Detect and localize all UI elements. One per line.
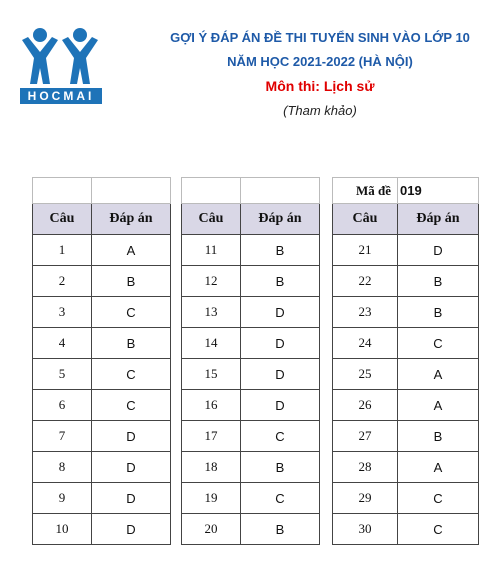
blank-cell xyxy=(182,178,241,204)
question-number: 5 xyxy=(33,359,92,390)
answer-value: D xyxy=(92,514,171,545)
table-row xyxy=(182,328,320,359)
question-number: 26 xyxy=(333,390,398,421)
question-number: 23 xyxy=(333,297,398,328)
exam-code-row xyxy=(182,178,320,204)
exam-code-label: Mã đề xyxy=(333,178,398,204)
answer-value: D xyxy=(398,235,479,266)
answer-value: C xyxy=(398,328,479,359)
question-number: 14 xyxy=(182,328,241,359)
question-number: 30 xyxy=(333,514,398,545)
answer-value: A xyxy=(398,390,479,421)
table-row xyxy=(333,390,479,421)
question-number: 18 xyxy=(182,452,241,483)
answer-value: C xyxy=(92,390,171,421)
table-row xyxy=(33,266,171,297)
answer-value: B xyxy=(241,266,320,297)
question-number: 17 xyxy=(182,421,241,452)
table-row xyxy=(182,390,320,421)
question-number: 9 xyxy=(33,483,92,514)
column-header-question: Câu xyxy=(182,204,241,235)
table-row xyxy=(333,483,479,514)
answer-value: C xyxy=(241,421,320,452)
question-number: 8 xyxy=(33,452,92,483)
hocmai-logo xyxy=(20,26,102,106)
column-header-answer: Đáp án xyxy=(92,204,171,235)
blank-cell xyxy=(241,178,320,204)
answer-value: B xyxy=(241,514,320,545)
question-number: 20 xyxy=(182,514,241,545)
table-row xyxy=(333,359,479,390)
table-row xyxy=(333,266,479,297)
answer-value: D xyxy=(241,297,320,328)
answer-value: D xyxy=(92,483,171,514)
subject: Môn thi: Lịch sử xyxy=(265,78,375,94)
table-row xyxy=(182,359,320,390)
question-number: 21 xyxy=(333,235,398,266)
table-row xyxy=(182,235,320,266)
answer-table-2 xyxy=(181,177,320,545)
exam-code-row xyxy=(333,178,479,204)
answer-value: C xyxy=(241,483,320,514)
answer-value: C xyxy=(92,297,171,328)
table-row xyxy=(182,483,320,514)
exam-code-value: 019 xyxy=(398,178,479,204)
question-number: 29 xyxy=(333,483,398,514)
answer-value: D xyxy=(92,452,171,483)
question-number: 11 xyxy=(182,235,241,266)
table-header xyxy=(33,204,171,235)
answer-value: C xyxy=(398,514,479,545)
question-number: 16 xyxy=(182,390,241,421)
table-row xyxy=(33,359,171,390)
table-row xyxy=(333,452,479,483)
question-number: 27 xyxy=(333,421,398,452)
question-number: 25 xyxy=(333,359,398,390)
question-number: 3 xyxy=(33,297,92,328)
table-row xyxy=(33,328,171,359)
answer-table-1 xyxy=(32,177,171,545)
table-row xyxy=(333,328,479,359)
answer-table-3 xyxy=(332,177,479,545)
answer-value: D xyxy=(241,390,320,421)
exam-code-row xyxy=(33,178,171,204)
question-number: 4 xyxy=(33,328,92,359)
question-number: 22 xyxy=(333,266,398,297)
question-number: 13 xyxy=(182,297,241,328)
answer-value: A xyxy=(398,452,479,483)
table-row xyxy=(182,297,320,328)
table-row xyxy=(182,266,320,297)
table-row xyxy=(33,483,171,514)
column-header-question: Câu xyxy=(33,204,92,235)
answer-value: B xyxy=(241,235,320,266)
table-row xyxy=(182,421,320,452)
table-header xyxy=(182,204,320,235)
table-row xyxy=(33,452,171,483)
table-header xyxy=(333,204,479,235)
answer-value: D xyxy=(241,328,320,359)
question-number: 7 xyxy=(33,421,92,452)
table-row xyxy=(33,390,171,421)
table-row xyxy=(33,235,171,266)
blank-cell xyxy=(33,178,92,204)
question-number: 6 xyxy=(33,390,92,421)
question-number: 2 xyxy=(33,266,92,297)
question-number: 1 xyxy=(33,235,92,266)
question-number: 24 xyxy=(333,328,398,359)
answer-value: D xyxy=(92,421,171,452)
table-row xyxy=(33,514,171,545)
answer-value: D xyxy=(241,359,320,390)
blank-cell xyxy=(92,178,171,204)
answer-value: A xyxy=(398,359,479,390)
answer-value: B xyxy=(92,328,171,359)
question-number: 28 xyxy=(333,452,398,483)
column-header-answer: Đáp án xyxy=(241,204,320,235)
answer-value: B xyxy=(398,266,479,297)
answer-value: C xyxy=(92,359,171,390)
school-year: NĂM HỌC 2021-2022 (HÀ NỘI) xyxy=(227,54,413,69)
table-row xyxy=(333,421,479,452)
question-number: 12 xyxy=(182,266,241,297)
answer-value: B xyxy=(92,266,171,297)
table-row xyxy=(33,297,171,328)
question-number: 10 xyxy=(33,514,92,545)
people-logo-icon xyxy=(20,26,102,86)
table-row xyxy=(333,297,479,328)
column-header-question: Câu xyxy=(333,204,398,235)
logo-text: HOCMAI xyxy=(20,88,102,104)
answer-value: B xyxy=(398,297,479,328)
question-number: 19 xyxy=(182,483,241,514)
table-row xyxy=(182,452,320,483)
table-row xyxy=(33,421,171,452)
answer-value: C xyxy=(398,483,479,514)
answer-value: A xyxy=(92,235,171,266)
table-row xyxy=(182,514,320,545)
table-row xyxy=(333,235,479,266)
reference-note: (Tham khảo) xyxy=(283,103,357,118)
question-number: 15 xyxy=(182,359,241,390)
answer-value: B xyxy=(241,452,320,483)
answer-value: B xyxy=(398,421,479,452)
column-header-answer: Đáp án xyxy=(398,204,479,235)
doc-title: GỢI Ý ĐÁP ÁN ĐỀ THI TUYỂN SINH VÀO LỚP 10 xyxy=(170,30,470,45)
table-row xyxy=(333,514,479,545)
